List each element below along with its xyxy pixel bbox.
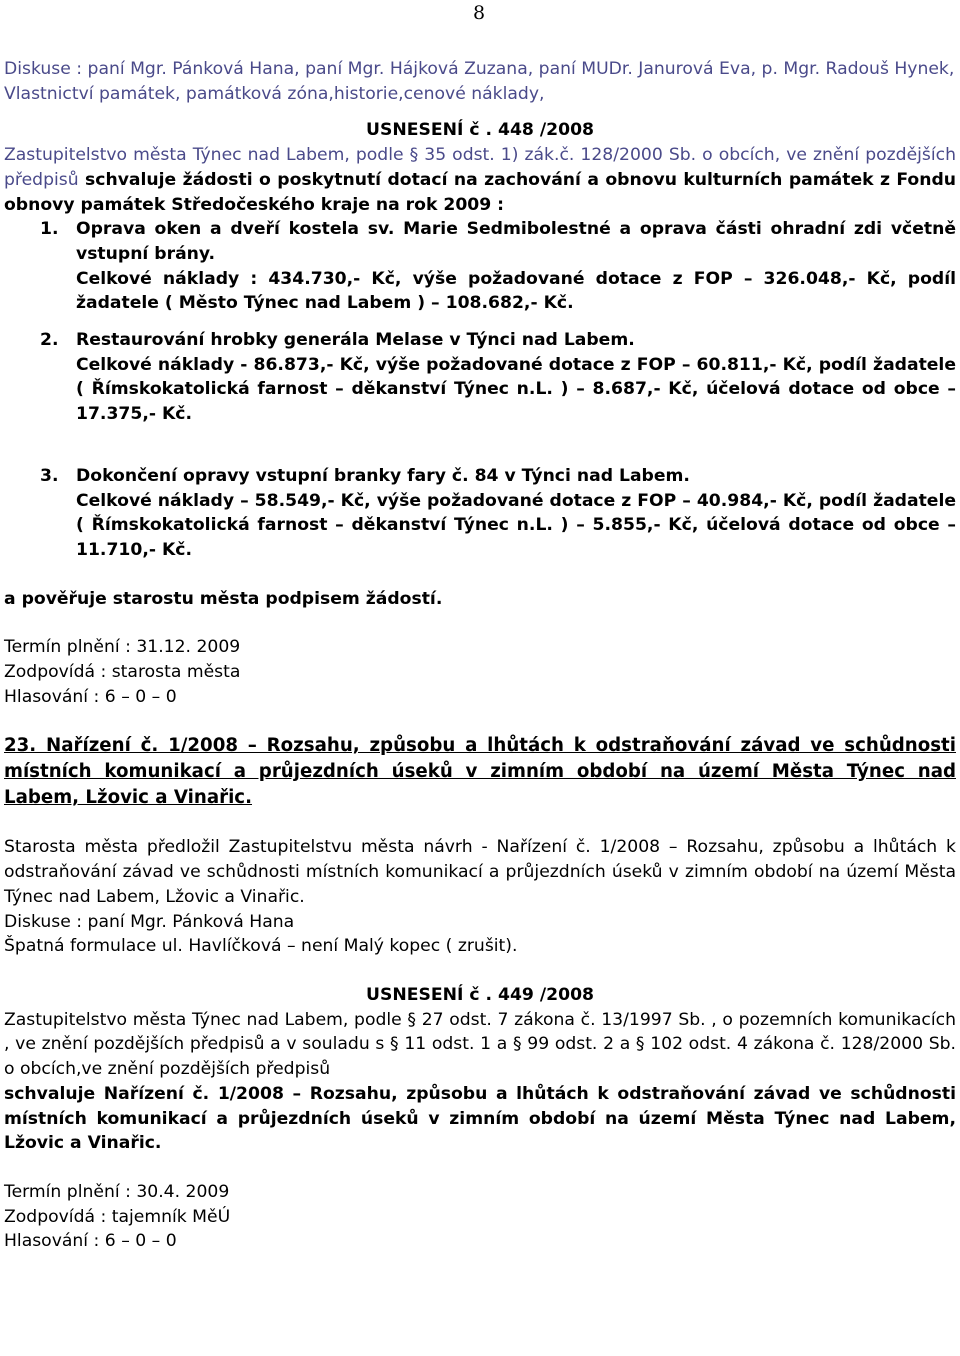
discussion-topics: Vlastnictví památek, památková zóna,historie,cenové náklady, — [4, 83, 545, 104]
resolution-448-legal-basis: Zastupitelstvo města Týnec nad Labem, podle § 35 odst. 1) zák.č. 128/2000 Sb. o obcích, ve znění pozdějších předpisů — [4, 145, 956, 190]
resolution-449-deadline: Termín plnění : 30.4. 2009 — [4, 1181, 230, 1202]
grant-item-3 — [4, 464, 956, 563]
grant-item-costs: Celkové náklady – 58.549,- Kč, výše požadované dotace z FOP – 40.984,- Kč, podíl žadatele ( Římskokatolická farnost – děkanství Týnec n.L. ) – 5.855,- Kč, účelová dotace od obce – 11.710,- Kč. — [76, 490, 956, 560]
resolution-448-approval: schvaluje žádosti o poskytnutí dotací na zachování a obnovu kulturních památek z Fondu obnovy památek Středočeského kraje na rok 2009 : — [4, 169, 956, 215]
grant-item-costs: Celkové náklady : 434.730,- Kč, výše požadované dotace z FOP – 326.048,- Kč, podíl žadatele ( Město Týnec nad Labem ) – 108.682,- Kč. — [76, 268, 956, 314]
resolution-448-title: USNESENÍ č . 448 /2008 — [365, 120, 594, 141]
resolution-449-responsible: Zodpovídá : tajemník MěÚ — [4, 1206, 231, 1227]
page-number: 8 — [473, 2, 486, 24]
grant-item-title: Restaurování hrobky generála Melase v Týnci nad Labem. — [76, 330, 635, 351]
section-23-remark: Špatná formulace ul. Havlíčková – není Malý kopec ( zrušit). — [4, 936, 518, 957]
resolution-448-deadline: Termín plnění : 31.12. 2009 — [4, 637, 241, 658]
grant-item-title: Dokončení opravy vstupní branky fary č. 84 v Týnci nad Labem. — [76, 465, 690, 486]
grant-item-number: 3. — [40, 465, 59, 486]
resolution-449-decision: schvaluje Nařízení č. 1/2008 – Rozsahu, způsobu a lhůtách k odstraňování závad ve schůdnosti místních komunikací a průjezdních úseků v zimním období na území Města Týnec nad Labem, Lžovic a Vinařic. — [4, 1083, 956, 1154]
discussion-participants: Diskuse : paní Mgr. Pánková Hana, paní Mgr. Hájková Zuzana, paní MUDr. Janurová Eva, p. Mgr. Radouš Hynek, — [4, 59, 955, 79]
section-23-presentation: Starosta města předložil Zastupitelstvu města návrh - Nařízení č. 1/2008 – Rozsahu, způsobu a lhůtách k odstraňování závad ve schůdnosti místních komunikací a průjezdních úseků v zimním období na území Města Týnec nad Labem, Lžovic a Vinařic. — [4, 837, 956, 907]
grant-item-2 — [4, 328, 956, 427]
resolution-448-responsible: Zodpovídá : starosta města — [4, 662, 241, 683]
grant-item-costs: Celkové náklady - 86.873,- Kč, výše požadované dotace z FOP – 60.811,- Kč, podíl žadatele ( Římskokatolická farnost – děkanství Týnec n.L. ) – 8.687,- Kč, účelová dotace od obce – 17.375,- Kč. — [76, 354, 956, 425]
resolution-448-vote: Hlasování : 6 – 0 – 0 — [4, 686, 177, 707]
resolution-449-intro: Zastupitelstvo města Týnec nad Labem, podle § 27 odst. 7 zákona č. 13/1997 Sb. , o pozemních komunikacích , ve znění pozdějších předpisů a v souladu s § 11 odst. 1 a § 99 odst. 2 a § 102 odst. 4 zákona č. 128/2000 Sb. o obcích,ve znění pozdějších předpisů — [4, 1009, 956, 1080]
document-body — [4, 57, 956, 1254]
resolution-449-title: USNESENÍ č . 449 /2008 — [365, 984, 594, 1005]
resolution-448-intro — [4, 143, 956, 217]
grant-item-1 — [4, 217, 956, 316]
section-23-discussion: Diskuse : paní Mgr. Pánková Hana — [4, 911, 295, 932]
resolution-448-closing: a pověřuje starostu města podpisem žádostí. — [4, 588, 443, 609]
grant-item-number: 2. — [40, 330, 59, 351]
grant-item-title: Oprava oken a dveří kostela sv. Marie Sedmibolestné a oprava části ohradní zdi včetně vstupní brány. — [76, 219, 956, 264]
grant-item-number: 1. — [40, 219, 59, 240]
section-23-title: 23. Nařízení č. 1/2008 – Rozsahu, způsobu a lhůtách k odstraňování závad ve schůdnosti místních komunikací a průjezdních úseků v zimním období na území Města Týnec nad Labem, Lžovic a Vinařic. — [4, 735, 956, 809]
resolution-449-vote: Hlasování : 6 – 0 – 0 — [4, 1231, 177, 1252]
